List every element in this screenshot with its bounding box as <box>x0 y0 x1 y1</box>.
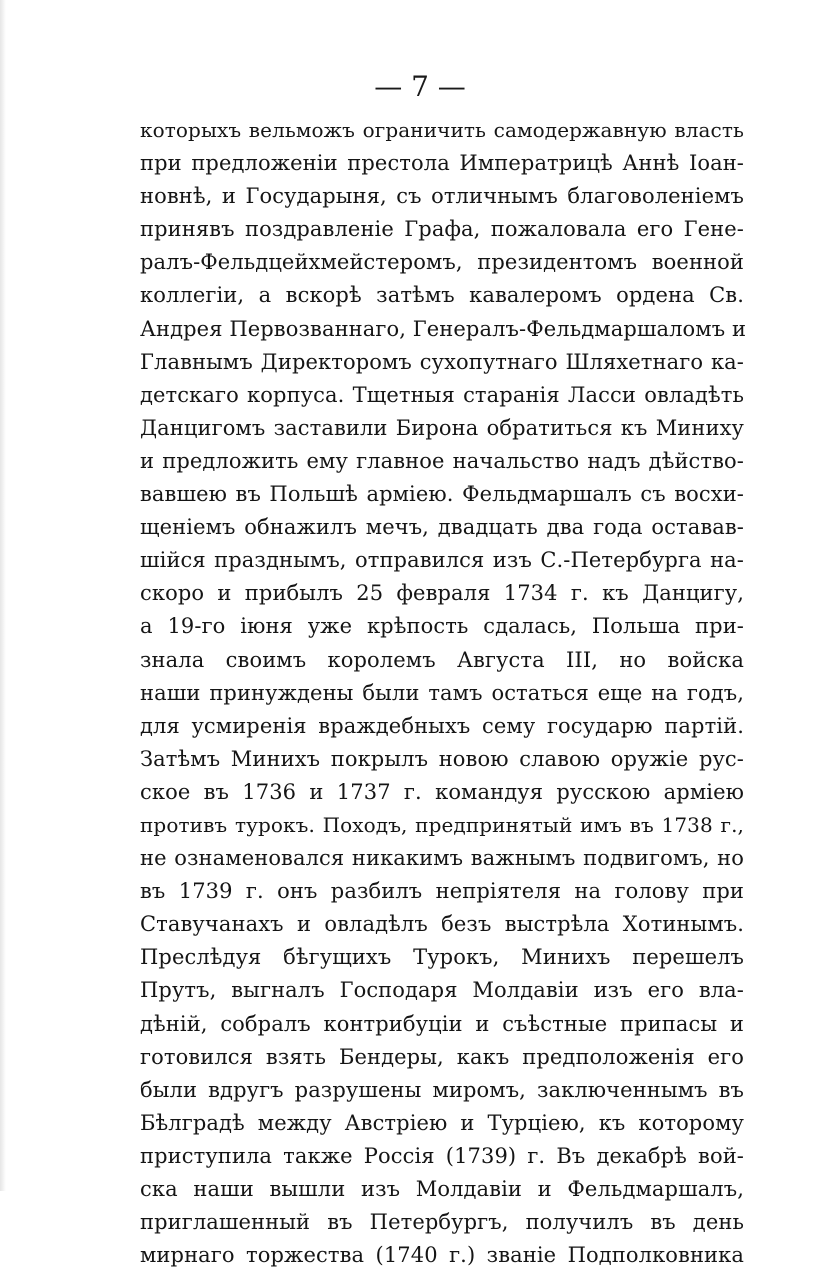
text-line: дѣній, собралъ контрибуціи и съѣстные припасы и <box>140 1011 744 1036</box>
text-line: не ознаменовался никакимъ важнымъ подвигомъ, но <box>140 846 744 871</box>
text-line: шійся празднымъ, отправился изъ С.-Петербурга на- <box>140 548 744 573</box>
text-line: ское въ 1736 и 1737 г. командуя русскою арміею <box>140 779 744 804</box>
text-line: были вдругъ разрушены миромъ, заключеннымъ въ <box>140 1077 744 1102</box>
page-number: — 7 — <box>374 70 466 103</box>
text-line: а 19-го іюня уже крѣпость сдалась, Польша при- <box>140 614 744 639</box>
text-line: Ставучанахъ и овладѣлъ безъ выстрѣла Хотинымъ. <box>140 912 744 937</box>
text-line: принявъ поздравленіе Графа, пожаловала его Гене- <box>140 217 744 242</box>
text-line: щеніемъ обнажилъ мечъ, двадцать два года оставав- <box>140 515 744 540</box>
text-line: которыхъ вельможъ ограничить самодержавную власть <box>140 118 744 142</box>
text-line: Главнымъ Директоромъ сухопутнаго Шляхетнаго ка- <box>140 349 744 374</box>
text-line: въ 1739 г. онъ разбилъ непріятеля на голову при <box>140 879 744 904</box>
text-line: мирнаго торжества (1740 г.) званіе Подполковника <box>140 1243 744 1268</box>
text-line: ска наши вышли изъ Молдавіи и Фельдмаршалъ, <box>140 1177 744 1201</box>
text-line: и предложить ему главное начальство надъ дѣйство- <box>140 448 744 473</box>
text-line: Преслѣдуя бѣгущихъ Турокъ, Минихъ перешелъ <box>140 945 744 970</box>
text-line: новнѣ, и Государыня, съ отличнымъ благоволеніемъ <box>140 184 744 209</box>
text-line: знала своимъ королемъ Августа III, но войска <box>140 647 744 672</box>
text-line: скоро и прибылъ 25 февраля 1734 г. къ Данцигу, <box>140 581 744 606</box>
text-line: коллегіи, а вскорѣ затѣмъ кавалеромъ ордена Св. <box>140 283 744 308</box>
page-edge-shadow <box>0 0 6 1191</box>
text-line: Прутъ, выгналъ Господаря Молдавіи изъ его вла- <box>140 978 744 1003</box>
text-line: Затѣмъ Минихъ покрылъ новою славою оружіе рус- <box>140 746 744 771</box>
text-line: Андрея Первозваннаго, Генералъ-Фельдмаршаломъ и <box>140 316 747 341</box>
text-line: ралъ-Фельдцейхмейстеромъ, президентомъ военной <box>140 250 744 275</box>
text-line: противъ турокъ. Походъ, предпринятый имъ въ 1738 г., <box>140 812 744 837</box>
text-line: при предложеніи престола Императрицѣ Аннѣ Іоан- <box>140 151 744 176</box>
text-line: вавшею въ Польшѣ арміею. Фельдмаршалъ съ восхи- <box>140 482 744 507</box>
text-line: для усмиренія враждебныхъ сему государю партій. <box>140 713 744 738</box>
text-line: детскаго корпуса. Тщетныя старанія Ласси овладѣть <box>140 382 744 407</box>
text-line: приглашенный въ Петербургъ, получилъ въ день <box>140 1210 744 1235</box>
text-line: приступила также Россія (1739) г. Въ декабрѣ вой- <box>140 1143 744 1168</box>
text-line: Бѣлградѣ между Австріею и Турціею, къ которому <box>140 1110 744 1135</box>
text-line: Данцигомъ заставили Бирона обратиться къ Миниху <box>140 415 744 440</box>
text-line: готовился взять Бендеры, какъ предположенія его <box>140 1044 744 1069</box>
text-line: наши принуждены были тамъ остаться еще на годъ, <box>140 680 744 705</box>
body-text <box>140 114 747 1272</box>
